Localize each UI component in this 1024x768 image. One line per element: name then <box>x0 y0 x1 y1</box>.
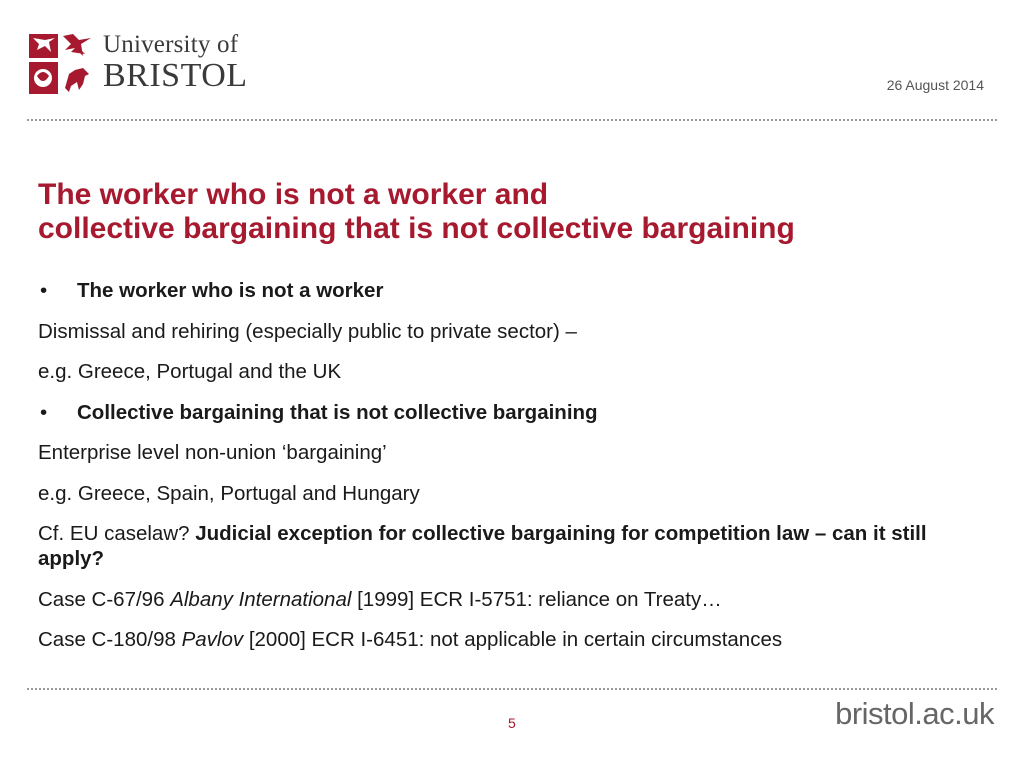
body-paragraph: e.g. Greece, Portugal and the UK <box>38 360 342 383</box>
body-paragraph <box>38 521 993 571</box>
top-divider <box>27 119 997 121</box>
page-number: 5 <box>508 715 516 731</box>
bullet-item <box>38 278 993 303</box>
logo-wordmark <box>103 31 248 93</box>
body-paragraph: Dismissal and rehiring (especially public to private sector) – <box>38 319 577 343</box>
university-logo <box>27 28 251 98</box>
case-detail: [2000] ECR I-6451: not applicable in certain circumstances <box>243 628 783 651</box>
case-detail: [1999] ECR I-5751: reliance on Treaty… <box>351 587 722 611</box>
body-paragraph: Enterprise level non-union ‘bargaining’ <box>38 441 387 464</box>
slide-title <box>38 178 998 246</box>
slide-date: 26 August 2014 <box>886 77 984 93</box>
university-crest-icon <box>27 30 95 96</box>
case-number: Case C-67/96 <box>38 587 171 611</box>
case-citation <box>38 627 993 652</box>
title-line-1: The worker who is not a worker and <box>38 178 549 211</box>
body-paragraph: e.g. Greece, Spain, Portugal and Hungary <box>38 481 420 505</box>
caselaw-question: Judicial exception for collective bargaining for competition law – can it still apply? <box>38 522 927 570</box>
slide-body <box>38 278 993 668</box>
bottom-divider <box>27 688 997 690</box>
bullet-item <box>38 400 993 425</box>
site-url: bristol.ac.uk <box>835 696 994 731</box>
case-name: Pavlov <box>181 628 244 651</box>
logo-line-2: BRISTOL <box>103 57 248 94</box>
bullet-icon: • <box>40 279 48 302</box>
case-number: Case C-180/98 <box>38 628 182 651</box>
logo-line-1: University of <box>103 31 239 58</box>
case-citation <box>38 587 993 612</box>
bullet-text: The worker who is not a worker <box>77 279 384 302</box>
bullet-text: Collective bargaining that is not collective bargaining <box>77 400 598 424</box>
caselaw-prefix: Cf. EU caselaw? <box>38 522 196 545</box>
bullet-icon: • <box>40 400 48 424</box>
title-line-2: collective bargaining that is not collective bargaining <box>38 212 795 245</box>
case-name: Albany International <box>170 587 352 611</box>
